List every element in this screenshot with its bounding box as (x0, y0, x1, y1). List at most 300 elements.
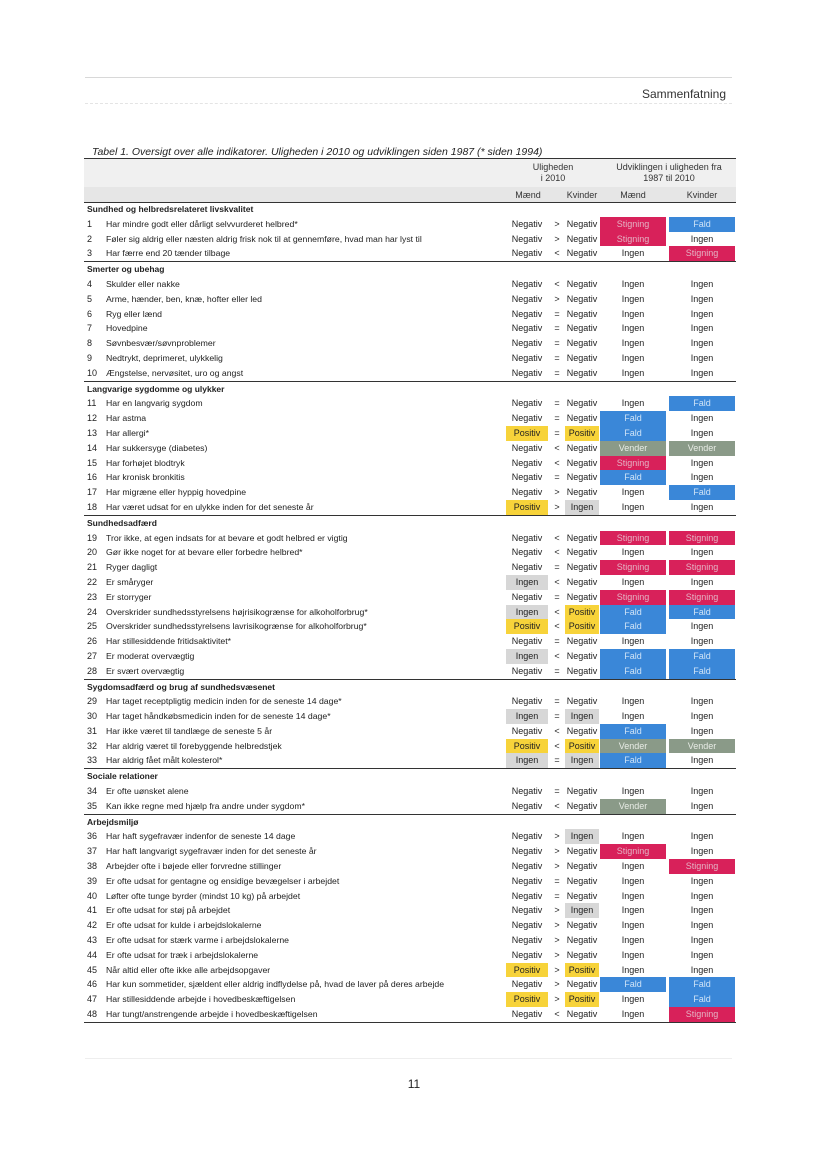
row-number: 4 (87, 278, 93, 289)
section-label: Arbejdsmiljø (87, 816, 139, 827)
row-number: 6 (87, 308, 93, 319)
ulighed-maend-cell: Negativ (511, 665, 543, 676)
udvikling-kvinder-cell: Fald (669, 649, 735, 664)
udvikling-maend-cell: Ingen (621, 1009, 645, 1020)
table-row (84, 590, 736, 605)
comparison-operator: > (554, 233, 560, 244)
ulighed-maend-cell: Negativ (511, 293, 543, 304)
udvikling-kvinder-cell: Ingen (690, 233, 714, 244)
table-row (84, 694, 736, 709)
udvikling-kvinder-cell: Ingen (690, 905, 714, 916)
table-row (84, 470, 736, 485)
indicator-label: Arbejder ofte i bøjede eller forvredne stillinger (106, 861, 282, 872)
ulighed-maend-cell: Ingen (506, 649, 548, 664)
table-row (84, 500, 736, 516)
ulighed-maend-cell: Negativ (511, 905, 543, 916)
row-number: 7 (87, 323, 93, 334)
udvikling-maend-cell: Ingen (621, 352, 645, 363)
indicator-label: Ryg eller lænd (106, 308, 163, 319)
ulighed-maend-cell: Positiv (506, 963, 548, 978)
ulighed-maend-cell: Positiv (506, 619, 548, 634)
ulighed-maend-cell: Negativ (511, 800, 543, 811)
ulighed-maend-cell: Negativ (511, 696, 543, 707)
row-number: 18 (87, 501, 98, 512)
ulighed-maend-cell: Negativ (511, 323, 543, 334)
comparison-operator: = (554, 755, 560, 766)
ulighed-maend-cell: Negativ (511, 233, 543, 244)
udvikling-maend-cell: Stigning (600, 232, 666, 247)
ulighed-maend-cell: Negativ (511, 861, 543, 872)
section-heading (84, 815, 736, 830)
table-row (84, 948, 736, 963)
udvikling-maend-cell: Ingen (621, 576, 645, 587)
udvikling-maend-cell: Fald (600, 619, 666, 634)
indicator-label: Er storryger (106, 591, 152, 602)
ulighed-maend-cell: Ingen (506, 575, 548, 590)
ulighed-kvinder-cell: Negativ (566, 800, 598, 811)
table-row (84, 441, 736, 456)
udvikling-kvinder-cell: Fald (669, 217, 735, 232)
ulighed-kvinder-cell: Positiv (565, 739, 599, 754)
ulighed-kvinder-cell: Negativ (566, 890, 598, 901)
comparison-operator: < (554, 1009, 560, 1020)
indicator-label: Kan ikke regne med hjælp fra andre under sygdom* (106, 800, 305, 811)
udvikling-maend-cell: Ingen (621, 338, 645, 349)
table-row (84, 784, 736, 799)
udvikling-maend-cell: Stigning (600, 456, 666, 471)
comparison-operator: = (554, 427, 560, 438)
indicator-label: Ryger dagligt (106, 562, 158, 573)
udvikling-kvinder-cell: Ingen (690, 755, 714, 766)
ulighed-kvinder-cell: Positiv (565, 619, 599, 634)
udvikling-kvinder-cell: Ingen (690, 875, 714, 886)
indicator-label: Når altid eller ofte ikke alle arbejdsopgaver (106, 964, 271, 975)
indicator-label: Er svært overvægtig (106, 665, 185, 676)
ulighed-kvinder-cell: Negativ (566, 547, 598, 558)
table-row (84, 933, 736, 948)
table-row (84, 426, 736, 441)
udvikling-kvinder-cell: Stigning (669, 859, 735, 874)
table-row (84, 709, 736, 724)
udvikling-maend-cell: Ingen (621, 875, 645, 886)
indicator-label: Har kronisk bronkitis (106, 472, 185, 483)
ulighed-maend-cell: Negativ (511, 532, 543, 543)
indicator-label: Har stillesiddende arbejde i hovedbeskæftigelsen (106, 994, 296, 1005)
udvikling-kvinder-cell: Ingen (690, 352, 714, 363)
ulighed-kvinder-cell: Negativ (566, 278, 598, 289)
ulighed-kvinder-cell: Negativ (566, 935, 598, 946)
ulighed-maend-cell: Negativ (511, 591, 543, 602)
ulighed-maend-cell: Positiv (506, 500, 548, 515)
row-number: 32 (87, 740, 98, 751)
ulighed-kvinder-cell: Negativ (566, 576, 598, 587)
udvikling-maend-cell: Stigning (600, 560, 666, 575)
udvikling-maend-cell: Ingen (621, 487, 645, 498)
comparison-operator: > (554, 935, 560, 946)
col-maend: Mænd (515, 190, 541, 200)
row-number: 11 (87, 398, 97, 409)
udvikling-maend-cell: Fald (600, 664, 666, 679)
section-heading (84, 262, 736, 277)
udvikling-kvinder-cell: Ingen (690, 935, 714, 946)
udvikling-maend-cell: Stigning (600, 844, 666, 859)
table-row (84, 829, 736, 844)
comparison-operator: < (554, 442, 560, 453)
ulighed-maend-cell: Negativ (511, 562, 543, 573)
udvikling-maend-cell: Stigning (600, 531, 666, 546)
comparison-operator: > (554, 994, 560, 1005)
ulighed-kvinder-cell: Negativ (566, 650, 598, 661)
comparison-operator: = (554, 413, 560, 424)
comparison-operator: = (554, 323, 560, 334)
udvikling-kvinder-cell: Fald (669, 977, 735, 992)
comparison-operator: > (554, 846, 560, 857)
comparison-operator: < (554, 650, 560, 661)
udvikling-kvinder-cell: Ingen (690, 501, 714, 512)
comparison-operator: = (554, 875, 560, 886)
comparison-operator: = (554, 696, 560, 707)
ulighed-maend-cell: Negativ (511, 547, 543, 558)
indicator-label: Har astma (106, 413, 147, 424)
ulighed-kvinder-cell: Negativ (566, 562, 598, 573)
udvikling-kvinder-cell: Fald (669, 485, 735, 500)
indicator-label: Nedtrykt, deprimeret, ulykkelig (106, 352, 223, 363)
row-number: 38 (87, 861, 98, 872)
udvikling-kvinder-cell: Vender (669, 739, 735, 754)
section-label: Sundhed og helbredsrelateret livskvalitet (87, 204, 254, 214)
ulighed-kvinder-cell: Negativ (566, 532, 598, 543)
table-row (84, 739, 736, 754)
col-udv-maend: Mænd (620, 190, 646, 200)
comparison-operator: = (554, 308, 560, 319)
running-header: Sammenfatning (641, 87, 726, 101)
udvikling-kvinder-cell: Ingen (690, 636, 714, 647)
ulighed-maend-cell: Negativ (511, 786, 543, 797)
ulighed-maend-cell: Negativ (511, 248, 543, 259)
ulighed-kvinder-cell: Negativ (566, 696, 598, 707)
udvikling-kvinder-cell: Stigning (669, 246, 735, 261)
ulighed-maend-cell: Negativ (511, 890, 543, 901)
table-row (84, 992, 736, 1007)
ulighed-kvinder-cell: Negativ (566, 442, 598, 453)
row-number: 15 (87, 457, 98, 468)
udvikling-kvinder-cell: Fald (669, 605, 735, 620)
row-number: 31 (87, 725, 98, 736)
ulighed-maend-cell: Negativ (511, 1009, 543, 1020)
ulighed-kvinder-cell: Negativ (566, 218, 598, 229)
row-number: 42 (87, 920, 98, 931)
comparison-operator: = (554, 338, 560, 349)
row-number: 36 (87, 831, 98, 842)
ulighed-maend-cell: Positiv (506, 739, 548, 754)
udvikling-maend-cell: Ingen (621, 367, 645, 378)
udvikling-maend-cell: Ingen (621, 711, 645, 722)
udvikling-kvinder-cell: Ingen (690, 413, 714, 424)
udvikling-kvinder-cell: Fald (669, 992, 735, 1007)
udvikling-kvinder-cell: Fald (669, 396, 735, 411)
section-label: Sundhedsadfærd (87, 517, 157, 528)
table-row (84, 545, 736, 560)
section-heading (84, 769, 736, 784)
udvikling-maend-cell: Fald (600, 724, 666, 739)
udvikling-line1: Udviklingen i uligheden fra (616, 162, 722, 172)
indicator-label: Har migræne eller hyppig hovedpine (106, 487, 247, 498)
ulighed-kvinder-cell: Negativ (566, 949, 598, 960)
udvikling-kvinder-cell: Stigning (669, 1007, 735, 1022)
header-rule-2 (85, 103, 732, 104)
ulighed-maend-cell: Negativ (511, 920, 543, 931)
indicator-label: Tror ikke, at egen indsats for at bevare et godt helbred er vigtig (106, 532, 348, 543)
udvikling-kvinder-cell: Ingen (690, 472, 714, 483)
indicator-label: Har haft langvarigt sygefravær inden for det seneste år (106, 846, 317, 857)
table-row (84, 918, 736, 933)
ulighed-maend-cell: Ingen (506, 753, 548, 768)
udvikling-maend-cell: Ingen (621, 920, 645, 931)
udvikling-maend-cell: Stigning (600, 590, 666, 605)
comparison-operator: > (554, 861, 560, 872)
ulighed-kvinder-cell: Ingen (565, 829, 599, 844)
comparison-operator: < (554, 457, 560, 468)
ulighed-kvinder-cell: Positiv (565, 963, 599, 978)
table-row (84, 575, 736, 590)
ulighed-kvinder-cell: Negativ (566, 861, 598, 872)
row-number: 25 (87, 621, 98, 632)
indicator-label: Ængstelse, nervøsitet, uro og angst (106, 367, 244, 378)
indicator-label: Er moderat overvægtig (106, 650, 195, 661)
udvikling-kvinder-cell: Ingen (690, 831, 714, 842)
indicator-label: Er ofte udsat for støj på arbejdet (106, 905, 231, 916)
ulighed-kvinder-cell: Negativ (566, 875, 598, 886)
row-number: 29 (87, 696, 98, 707)
section-label: Sygdomsadfærd og brug af sundhedsvæsenet (87, 681, 275, 692)
table-row (84, 634, 736, 649)
table-row (84, 232, 736, 247)
udvikling-kvinder-cell: Ingen (690, 949, 714, 960)
table-row (84, 753, 736, 769)
row-number: 44 (87, 949, 98, 960)
ulighed-kvinder-cell: Positiv (565, 605, 599, 620)
row-number: 3 (87, 248, 93, 259)
indicator-label: Har tungt/anstrengende arbejde i hovedbeskæftigelsen (106, 1009, 318, 1020)
udvikling-kvinder-cell: Ingen (690, 725, 714, 736)
ulighed-maend-cell: Negativ (511, 457, 543, 468)
ulighed-kvinder-cell: Negativ (566, 1009, 598, 1020)
table-row (84, 411, 736, 426)
ulighed-kvinder-cell: Negativ (566, 457, 598, 468)
indicator-label: Hovedpine (106, 323, 148, 334)
row-number: 39 (87, 875, 98, 886)
comparison-operator: = (554, 352, 560, 363)
ulighed-maend-cell: Negativ (511, 875, 543, 886)
comparison-operator: = (554, 711, 560, 722)
udvikling-maend-cell: Ingen (621, 398, 645, 409)
ulighed-maend-cell: Positiv (506, 426, 548, 441)
udvikling-kvinder-cell: Ingen (690, 367, 714, 378)
ulighed-maend-cell: Negativ (511, 725, 543, 736)
comparison-operator: = (554, 562, 560, 573)
ulighed-kvinder-cell: Negativ (566, 398, 598, 409)
indicator-label: Gør ikke noget for at bevare eller forbedre helbred* (106, 547, 303, 558)
comparison-operator: = (554, 367, 560, 378)
table-row (84, 307, 736, 322)
ulighed-line1: Uligheden (532, 162, 574, 172)
ulighed-kvinder-cell: Negativ (566, 725, 598, 736)
table-row (84, 859, 736, 874)
table-header (84, 158, 736, 202)
ulighed-kvinder-cell: Negativ (566, 352, 598, 363)
indicator-label: Er ofte uønsket alene (106, 786, 189, 797)
table-row (84, 874, 736, 889)
comparison-operator: > (554, 979, 560, 990)
udvikling-maend-cell: Ingen (621, 278, 645, 289)
indicator-label: Har kun sommetider, sjældent eller aldrig indflydelse på, hvad de laver på deres arbejde (106, 979, 445, 990)
row-number: 35 (87, 800, 98, 811)
indicator-label: Er ofte udsat for kulde i arbejdslokalerne (106, 920, 262, 931)
ulighed-maend-cell: Negativ (511, 442, 543, 453)
udvikling-kvinder-cell: Ingen (690, 890, 714, 901)
comparison-operator: = (554, 591, 560, 602)
comparison-operator: > (554, 949, 560, 960)
udvikling-kvinder-cell: Ingen (690, 800, 714, 811)
comparison-operator: = (554, 636, 560, 647)
table-row (84, 1007, 736, 1023)
comparison-operator: < (554, 606, 560, 617)
ulighed-maend-cell: Negativ (511, 367, 543, 378)
udvikling-kvinder-cell: Ingen (690, 427, 714, 438)
table-row (84, 292, 736, 307)
table-row (84, 977, 736, 992)
row-number: 34 (87, 786, 98, 797)
ulighed-kvinder-cell: Ingen (565, 500, 599, 515)
udvikling-maend-cell: Ingen (621, 696, 645, 707)
indicator-label: Har en langvarig sygdom (106, 398, 203, 409)
row-number: 9 (87, 352, 93, 363)
udvikling-maend-cell: Vender (600, 799, 666, 814)
section-heading (84, 516, 736, 531)
indicator-label: Har færre end 20 tænder tilbage (106, 248, 231, 259)
table-row (84, 724, 736, 739)
ulighed-kvinder-cell: Negativ (566, 472, 598, 483)
comparison-operator: > (554, 218, 560, 229)
udvikling-maend-cell: Ingen (621, 308, 645, 319)
udvikling-maend-cell: Fald (600, 753, 666, 768)
udvikling-kvinder-cell: Stigning (669, 560, 735, 575)
udvikling-kvinder-cell: Ingen (690, 278, 714, 289)
udvikling-maend-cell: Vender (600, 441, 666, 456)
udvikling-maend-cell: Ingen (621, 935, 645, 946)
udvikling-kvinder-cell: Stigning (669, 531, 735, 546)
indicator-label: Har været udsat for en ulykke inden for det seneste år (106, 501, 314, 512)
udvikling-maend-cell: Fald (600, 605, 666, 620)
indicator-label: Er ofte udsat for stærk varme i arbejdslokalerne (106, 935, 289, 946)
comparison-operator: < (554, 621, 560, 632)
table-row (84, 903, 736, 918)
row-number: 1 (87, 218, 93, 229)
footer-rule (85, 1058, 732, 1059)
row-number: 2 (87, 233, 93, 244)
indicator-label: Har aldrig været til forebyggende helbredstjek (106, 740, 282, 751)
row-number: 45 (87, 964, 98, 975)
header-rule (85, 77, 732, 78)
ulighed-maend-cell: Negativ (511, 413, 543, 424)
udvikling-maend-cell: Ingen (621, 831, 645, 842)
comparison-operator: > (554, 293, 560, 304)
comparison-operator: < (554, 725, 560, 736)
comparison-operator: < (554, 576, 560, 587)
ulighed-line2: i 2010 (540, 173, 566, 183)
indicator-label: Er ofte udsat for træk i arbejdslokalerne (106, 949, 259, 960)
indicator-label: Er ofte udsat for gentagne og ensidige bevægelser i arbejdet (106, 875, 340, 886)
indicator-label: Arme, hænder, ben, knæ, hofter eller led (106, 293, 262, 304)
comparison-operator: = (554, 786, 560, 797)
ulighed-kvinder-cell: Negativ (566, 636, 598, 647)
comparison-operator: > (554, 964, 560, 975)
ulighed-kvinder-cell: Negativ (566, 248, 598, 259)
table-row (84, 217, 736, 232)
row-number: 40 (87, 890, 98, 901)
ulighed-kvinder-cell: Positiv (565, 426, 599, 441)
indicator-label: Løfter ofte tunge byrder (mindst 10 kg) på arbejdet (106, 890, 301, 901)
udvikling-maend-cell: Fald (600, 470, 666, 485)
row-number: 17 (87, 487, 98, 498)
udvikling-kvinder-cell: Ingen (690, 786, 714, 797)
table-row (84, 351, 736, 366)
udvikling-kvinder-cell: Stigning (669, 590, 735, 605)
row-number: 14 (87, 442, 98, 453)
ulighed-maend-cell: Negativ (511, 308, 543, 319)
indicator-label: Har mindre godt eller dårligt selvvurderet helbred* (106, 218, 298, 229)
indicator-label: Har haft sygefravær indenfor de seneste 14 dage (106, 831, 296, 842)
udvikling-maend-cell: Ingen (621, 964, 645, 975)
ulighed-kvinder-cell: Negativ (566, 846, 598, 857)
col-udv-kvinder: Kvinder (686, 190, 718, 200)
row-number: 19 (87, 532, 98, 543)
ulighed-kvinder-cell: Positiv (565, 992, 599, 1007)
table-row (84, 799, 736, 815)
udvikling-maend-cell: Ingen (621, 323, 645, 334)
udvikling-line2: 1987 til 2010 (643, 173, 695, 183)
table-body (84, 202, 736, 1023)
indicator-label: Har forhøjet blodtryk (106, 457, 185, 468)
section-heading (84, 202, 736, 217)
row-number: 5 (87, 293, 93, 304)
row-number: 24 (87, 606, 98, 617)
ulighed-maend-cell: Negativ (511, 398, 543, 409)
table-row (84, 619, 736, 634)
section-label: Langvarige sygdomme og ulykker (87, 383, 225, 394)
ulighed-maend-cell: Ingen (506, 605, 548, 620)
row-number: 37 (87, 846, 98, 857)
indicator-label: Har stillesiddende fritidsaktivitet* (106, 636, 232, 647)
indicator-label: Har aldrig fået målt kolesterol* (106, 755, 223, 766)
table-row (84, 560, 736, 575)
ulighed-maend-cell: Negativ (511, 979, 543, 990)
udvikling-maend-cell: Ingen (621, 905, 645, 916)
ulighed-maend-cell: Negativ (511, 487, 543, 498)
table-row (84, 485, 736, 500)
table-row (84, 889, 736, 904)
row-number: 47 (87, 994, 98, 1005)
ulighed-kvinder-cell: Negativ (566, 665, 598, 676)
table-row (84, 277, 736, 292)
section-heading (84, 382, 736, 397)
row-number: 43 (87, 935, 98, 946)
udvikling-maend-cell: Vender (600, 739, 666, 754)
table-row (84, 605, 736, 620)
udvikling-kvinder-cell: Ingen (690, 457, 714, 468)
ulighed-kvinder-cell: Negativ (566, 338, 598, 349)
row-number: 33 (87, 755, 98, 766)
